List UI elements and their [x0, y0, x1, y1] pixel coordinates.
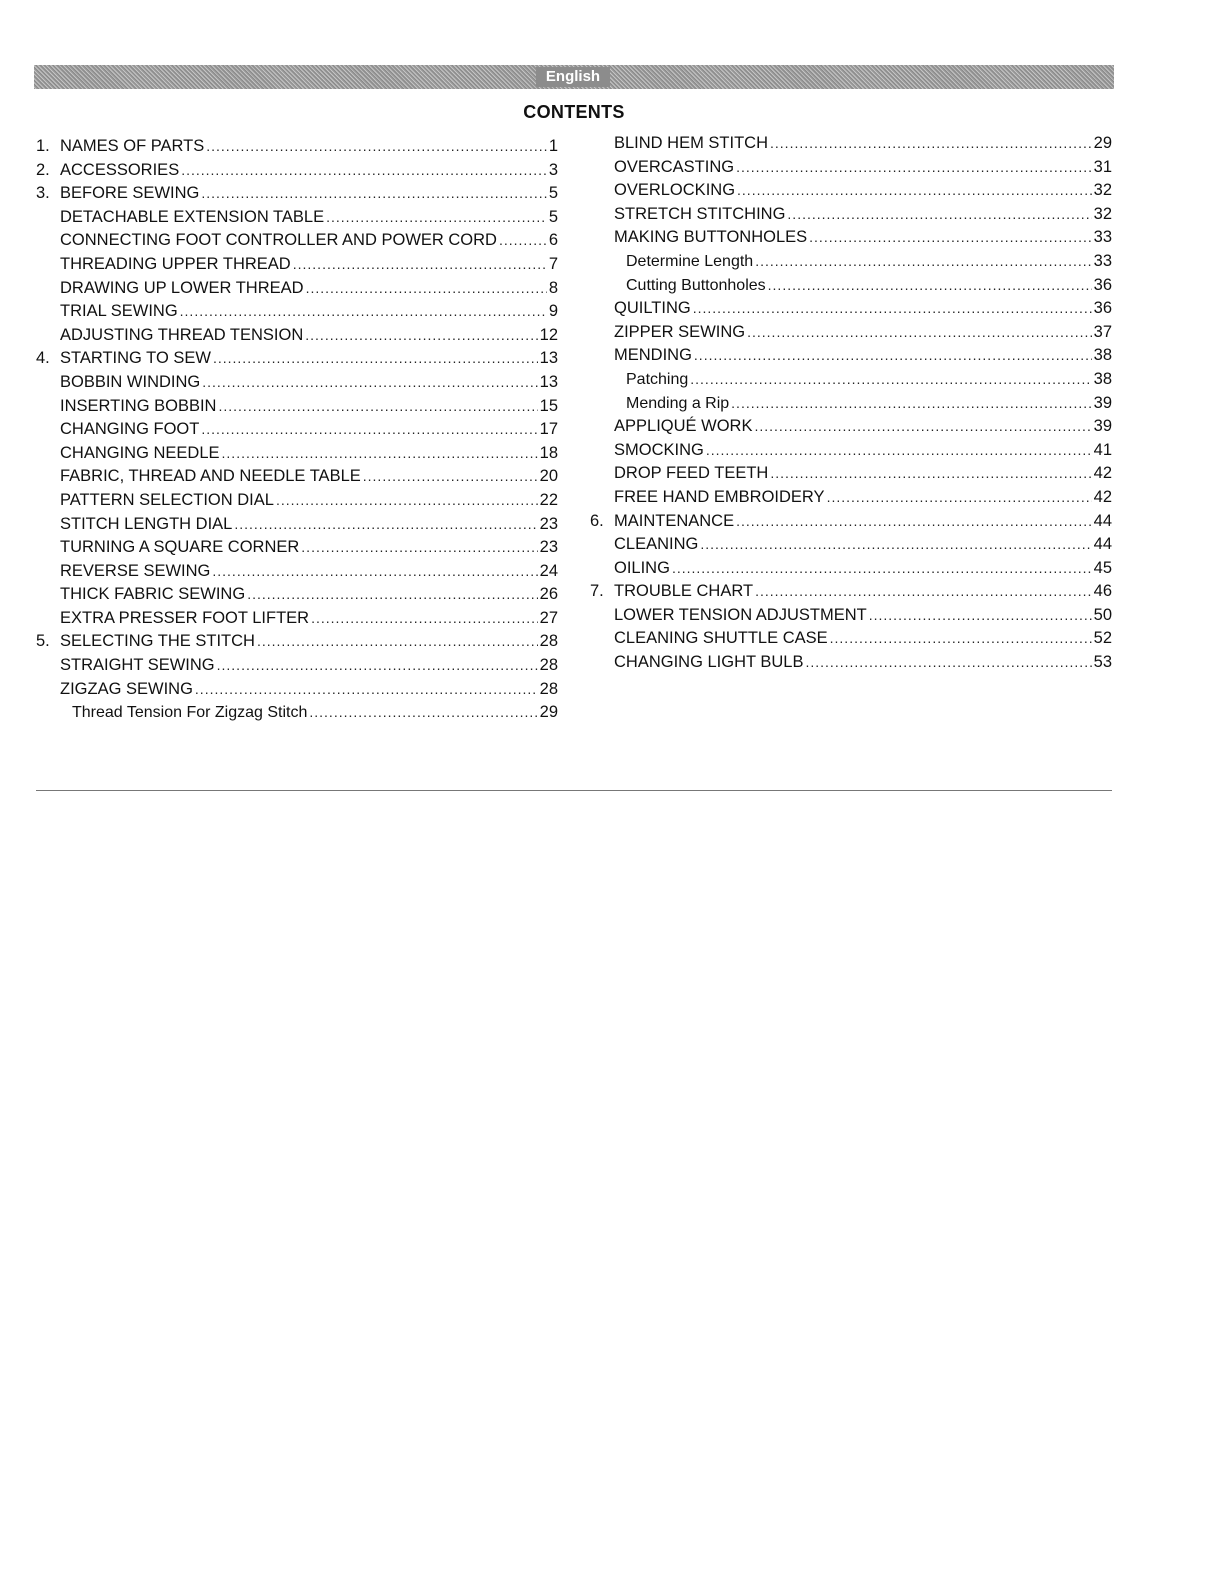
toc-entry-page: 45 [1093, 558, 1112, 577]
toc-entry-page: 44 [1093, 535, 1112, 554]
dot-leader [755, 253, 1091, 269]
dot-leader [770, 465, 1091, 481]
toc-entry-label: OVERCASTING [614, 157, 735, 176]
toc-entry [590, 464, 1112, 488]
toc-entry-page: 42 [1093, 487, 1112, 506]
dot-leader [830, 630, 1092, 646]
toc-entry-label: Patching [626, 370, 689, 388]
toc-entry [590, 512, 1112, 536]
dot-leader [201, 421, 537, 437]
toc-entry-label: BLIND HEM STITCH [614, 134, 769, 152]
toc-entry-page: 36 [1093, 299, 1112, 318]
dot-leader [694, 347, 1092, 363]
toc-entry [590, 417, 1112, 441]
toc-entry-page: 31 [1093, 157, 1112, 176]
toc-entry-page: 12 [539, 325, 558, 344]
toc-entry-label: OILING [614, 558, 670, 577]
toc-entry-page: 42 [1093, 464, 1112, 483]
toc-entry-page: 53 [1093, 653, 1112, 672]
toc-entry-page: 33 [1093, 228, 1112, 247]
toc-entry-label: ZIGZAG SEWING [60, 679, 193, 698]
dot-leader [672, 560, 1092, 576]
toc-entry-page: 24 [539, 561, 558, 580]
toc-entry-page: 26 [539, 585, 558, 604]
toc-entry-label: ACCESSORIES [60, 160, 180, 179]
toc-entry-page: 5 [548, 207, 558, 226]
dot-leader [499, 232, 547, 248]
dot-leader [195, 681, 538, 697]
toc-entry-number: 6. [590, 511, 604, 530]
toc-entry-page: 33 [1093, 251, 1112, 270]
dot-leader [309, 704, 537, 720]
bottom-divider [36, 790, 1112, 791]
toc-entry-page: 29 [1093, 134, 1112, 152]
toc-entry-label: CHANGING NEEDLE [60, 443, 220, 462]
toc-entry-page: 13 [539, 372, 558, 391]
toc-entry [36, 326, 558, 350]
toc-entry-number: 4. [36, 349, 50, 368]
toc-entry [36, 515, 558, 539]
toc-entry [36, 609, 558, 633]
toc-entry [590, 323, 1112, 347]
toc-entry-label: FABRIC, THREAD AND NEEDLE TABLE [60, 467, 361, 486]
toc-entry [36, 137, 558, 161]
toc-entry-label: SMOCKING [614, 440, 704, 459]
toc-entry-page: 20 [539, 467, 558, 486]
toc-entry-page: 27 [539, 608, 558, 627]
toc-entry-page: 36 [1093, 275, 1112, 294]
toc-entry-number: 7. [590, 582, 604, 601]
toc-entry-label: Thread Tension For Zigzag Stitch [72, 704, 308, 722]
toc-entry-page: 39 [1093, 393, 1112, 412]
toc-entry [590, 205, 1112, 229]
toc-entry [36, 373, 558, 397]
toc-entry [36, 562, 558, 586]
toc-entry [36, 349, 558, 373]
toc-entry-label: ADJUSTING THREAD TENSION [60, 325, 304, 344]
dot-leader [213, 350, 538, 366]
toc-entry-label: INSERTING BOBBIN [60, 396, 217, 415]
toc-entry-label: LOWER TENSION ADJUSTMENT [614, 605, 867, 624]
toc-entry-page: 9 [548, 302, 558, 321]
toc-entry-label: DETACHABLE EXTENSION TABLE [60, 207, 325, 226]
toc-entry-page: 46 [1093, 582, 1112, 601]
toc-entry-page: 28 [539, 656, 558, 675]
toc-entry [36, 302, 558, 326]
toc-entry-page: 8 [548, 278, 558, 297]
toc-entry-label: CLEANING [614, 535, 699, 554]
toc-entry-label: PATTERN SELECTION DIAL [60, 490, 274, 509]
toc-entry [36, 585, 558, 609]
toc-entry [590, 158, 1112, 182]
toc-entry [36, 467, 558, 491]
dot-leader [869, 607, 1092, 623]
toc-entry-number: 2. [36, 160, 50, 179]
toc-entry [36, 255, 558, 279]
toc-entry-label: STRETCH STITCHING [614, 204, 786, 223]
toc-entry [590, 488, 1112, 512]
dot-leader [247, 586, 537, 602]
toc-entry-page: 23 [539, 538, 558, 557]
toc-entry-page: 50 [1093, 605, 1112, 624]
dot-leader [754, 418, 1091, 434]
dot-leader [755, 583, 1092, 599]
toc-entry [590, 653, 1112, 677]
toc-entry [36, 632, 558, 656]
dot-leader [693, 300, 1092, 316]
toc-entry [36, 656, 558, 680]
toc-entry [590, 228, 1112, 252]
dot-leader [787, 206, 1091, 222]
toc-entry [36, 208, 558, 232]
toc-entry-label: FREE HAND EMBROIDERY [614, 487, 825, 506]
toc-entry-label: QUILTING [614, 299, 691, 318]
toc-entry [36, 491, 558, 515]
toc-entry-label: STRAIGHT SEWING [60, 656, 215, 675]
toc-entry-number: 3. [36, 184, 50, 203]
toc-entry [36, 420, 558, 444]
toc-entry-page: 22 [539, 490, 558, 509]
dot-leader [311, 610, 538, 626]
toc-entry-label: MENDING [614, 346, 692, 365]
toc-entry-page: 29 [539, 703, 558, 722]
dot-leader [736, 513, 1092, 529]
toc-entry-label: Cutting Buttonholes [626, 276, 766, 294]
toc-entry-page: 28 [539, 679, 558, 698]
dot-leader [809, 229, 1091, 245]
toc-entry-label: APPLIQUÉ WORK [614, 417, 753, 436]
dot-leader [276, 492, 538, 508]
toc-entry-label: STARTING TO SEW [60, 349, 211, 368]
toc-entry-page: 6 [548, 231, 558, 250]
toc-entry [36, 680, 558, 704]
toc-entry [590, 394, 1112, 418]
toc-entry-label: MAINTENANCE [614, 511, 735, 530]
dot-leader [736, 159, 1092, 175]
toc-entry-page: 38 [1093, 346, 1112, 365]
toc-entry-page: 5 [548, 184, 558, 203]
toc-entry-label: OVERLOCKING [614, 181, 736, 200]
toc-entry-label: TROUBLE CHART [614, 582, 754, 601]
toc-left-column [36, 137, 558, 727]
toc-entry-label: ZIPPER SEWING [614, 322, 746, 341]
dot-leader [326, 209, 547, 225]
toc-entry-page: 32 [1093, 204, 1112, 223]
toc-entry-page: 17 [539, 420, 558, 439]
dot-leader [212, 563, 537, 579]
dot-leader [217, 657, 538, 673]
toc-entry-number: 5. [36, 632, 50, 651]
toc-entry [590, 299, 1112, 323]
toc-entry [590, 606, 1112, 630]
toc-entry-label: THREADING UPPER THREAD [60, 254, 291, 273]
dot-leader [690, 371, 1091, 387]
dot-leader [305, 327, 537, 343]
toc-entry-label: Mending a Rip [626, 394, 730, 412]
toc-entry [590, 582, 1112, 606]
dot-leader [202, 374, 537, 390]
dot-leader [293, 256, 547, 272]
toc-entry-label: TURNING A SQUARE CORNER [60, 538, 300, 557]
dot-leader [257, 633, 538, 649]
toc-entry-label: CLEANING SHUTTLE CASE [614, 629, 828, 648]
toc-entry [590, 629, 1112, 653]
toc-entry [590, 559, 1112, 583]
toc-entry [36, 538, 558, 562]
toc-entry-label: SELECTING THE STITCH [60, 632, 255, 651]
dot-leader [363, 468, 538, 484]
dot-leader [218, 398, 537, 414]
toc-entry-page: 28 [539, 632, 558, 651]
dot-leader [206, 138, 547, 154]
page-title: CONTENTS [523, 102, 625, 122]
toc-right-column [590, 134, 1112, 677]
toc-entry [36, 184, 558, 208]
dot-leader [805, 654, 1091, 670]
toc-entry-page: 23 [539, 514, 558, 533]
dot-leader [180, 303, 547, 319]
dot-leader [181, 162, 547, 178]
toc-entry-number: 1. [36, 137, 50, 155]
toc-entry [590, 535, 1112, 559]
toc-entry-page: 13 [539, 349, 558, 368]
toc-entry [590, 276, 1112, 300]
toc-entry-label: CHANGING FOOT [60, 420, 200, 439]
toc-entry-page: 3 [548, 160, 558, 179]
dot-leader [731, 395, 1091, 411]
dot-leader [706, 442, 1092, 458]
toc-entry-page: 1 [548, 137, 558, 155]
toc-entry-page: 7 [548, 254, 558, 273]
toc-entry [36, 279, 558, 303]
toc-entry-page: 39 [1093, 417, 1112, 436]
toc-entry-label: STITCH LENGTH DIAL [60, 514, 233, 533]
toc-entry [590, 134, 1112, 158]
toc-entry [590, 346, 1112, 370]
toc-entry-label: DROP FEED TEETH [614, 464, 769, 483]
dot-leader [306, 280, 547, 296]
toc-entry-label: Determine Length [626, 252, 754, 270]
language-label: English [536, 67, 610, 87]
toc-entry [36, 444, 558, 468]
toc-entry-label: BEFORE SEWING [60, 184, 200, 203]
toc-entry-page: 38 [1093, 369, 1112, 388]
toc-entry [36, 703, 558, 727]
toc-entry [590, 370, 1112, 394]
toc-entry [590, 252, 1112, 276]
toc-entry-label: DRAWING UP LOWER THREAD [60, 278, 304, 297]
dot-leader [827, 489, 1092, 505]
toc-entry-page: 32 [1093, 181, 1112, 200]
toc-entry-label: THICK FABRIC SEWING [60, 585, 246, 604]
toc-entry-page: 52 [1093, 629, 1112, 648]
toc-entry-page: 41 [1093, 440, 1112, 459]
toc-entry [36, 231, 558, 255]
toc-entry-label: CONNECTING FOOT CONTROLLER AND POWER CORD [60, 231, 497, 250]
dot-leader [768, 277, 1092, 293]
dot-leader [737, 182, 1092, 198]
dot-leader [234, 516, 537, 532]
dot-leader [222, 445, 538, 461]
toc-entry-label: REVERSE SEWING [60, 561, 211, 580]
toc-entry-page: 15 [539, 396, 558, 415]
dot-leader [201, 185, 546, 201]
toc-entry-page: 44 [1093, 511, 1112, 530]
toc-entry-label: TRIAL SEWING [60, 302, 178, 321]
toc-entry-page: 37 [1093, 322, 1112, 341]
toc-entry [590, 441, 1112, 465]
toc-entry-label: BOBBIN WINDING [60, 372, 201, 391]
toc-entry-label: MAKING BUTTONHOLES [614, 228, 808, 247]
dot-leader [770, 135, 1092, 151]
dot-leader [747, 324, 1092, 340]
toc-entry-label: NAMES OF PARTS [60, 137, 205, 155]
toc-entry [36, 161, 558, 185]
dot-leader [700, 536, 1091, 552]
toc-entry [590, 181, 1112, 205]
toc-entry-page: 18 [539, 443, 558, 462]
toc-entry-label: EXTRA PRESSER FOOT LIFTER [60, 608, 310, 627]
toc-entry-label: CHANGING LIGHT BULB [614, 653, 804, 672]
toc-entry [36, 397, 558, 421]
dot-leader [301, 539, 537, 555]
